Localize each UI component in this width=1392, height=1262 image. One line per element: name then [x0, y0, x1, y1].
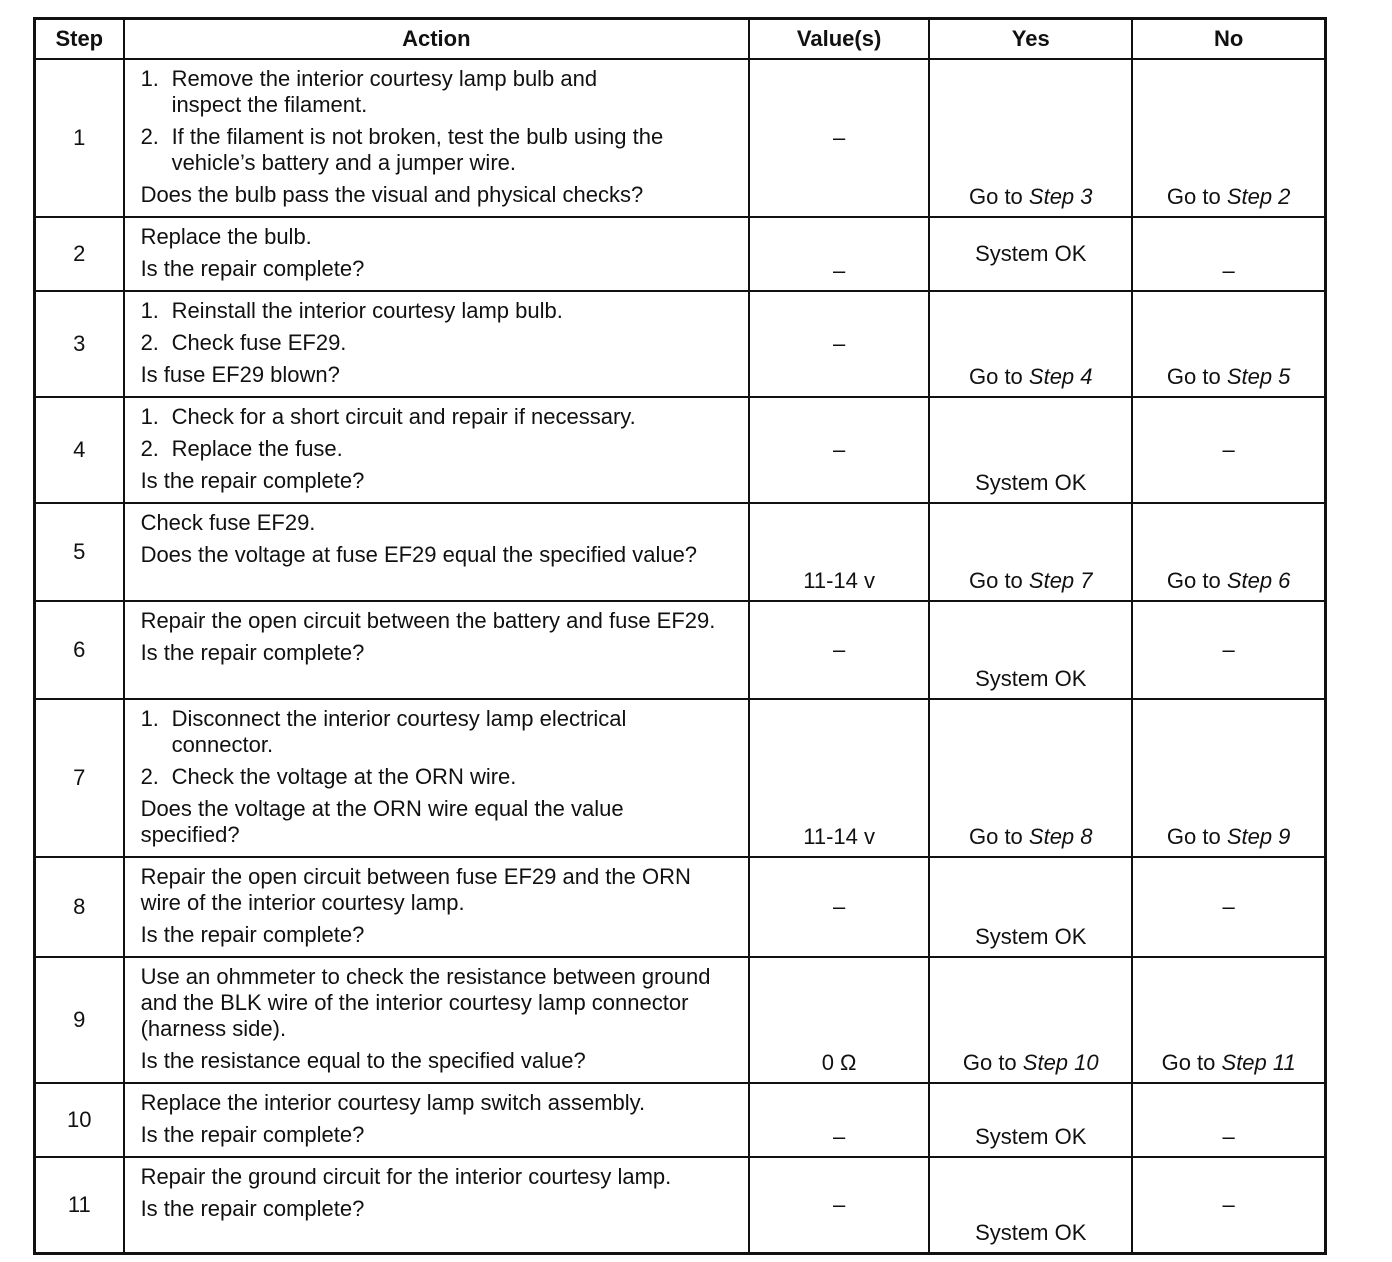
no-cell: – — [1132, 217, 1325, 291]
step-link: Step 10 — [1022, 1050, 1099, 1075]
diagnostic-table — [33, 17, 1327, 1255]
action-cell: Replace the bulb. Is the repair complete? — [124, 217, 749, 291]
step-link: Step 8 — [1028, 824, 1093, 849]
action-item: 2. Replace the fuse. — [140, 436, 343, 461]
action-question: Does the voltage at the ORN wire equal the value specified? — [140, 796, 624, 847]
no-cell: – — [1132, 601, 1325, 699]
action-item: 1. Check for a short circuit and repair if necessary. — [140, 404, 636, 429]
step-link: Step 2 — [1226, 184, 1291, 209]
action-item: 1. Disconnect the interior courtesy lamp electrical connector. — [140, 706, 627, 757]
action-question: Does the bulb pass the visual and physical checks? — [140, 182, 644, 207]
header-action: Action — [124, 19, 749, 60]
value-cell: – — [749, 857, 929, 957]
no-cell: – — [1132, 1157, 1325, 1253]
table-row — [35, 291, 1326, 397]
table-row — [35, 957, 1326, 1083]
action-cell: Check fuse EF29. Does the voltage at fuse EF29 equal the specified value? — [124, 503, 749, 601]
table-row — [35, 59, 1326, 217]
no-cell: Go to Step 11 — [1132, 957, 1325, 1083]
no-cell: Go to Step 6 — [1132, 503, 1325, 601]
action-question: Is the resistance equal to the specified value? — [140, 1048, 586, 1073]
action-item: 1. Reinstall the interior courtesy lamp bulb. — [140, 298, 563, 323]
action-item: 1. Remove the interior courtesy lamp bulb and inspect the filament. — [140, 66, 598, 117]
no-cell: Go to Step 5 — [1132, 291, 1325, 397]
step-link: Step 11 — [1221, 1050, 1296, 1075]
table-row — [35, 1157, 1326, 1253]
value-cell: – — [749, 59, 929, 217]
action-item: 2. If the filament is not broken, test the bulb using the vehicle’s battery and a jumper wire. — [140, 124, 664, 175]
table-row — [35, 601, 1326, 699]
step-link: Step 4 — [1028, 364, 1093, 389]
step-number: 8 — [35, 857, 124, 957]
step-link: Step 5 — [1226, 364, 1291, 389]
header-values: Value(s) — [749, 19, 929, 60]
yes-cell: Go to Step 3 — [929, 59, 1132, 217]
step-number: 9 — [35, 957, 124, 1083]
action-question: Does the voltage at fuse EF29 equal the specified value? — [140, 542, 698, 567]
action-question: Is the repair complete? — [140, 922, 365, 947]
yes-cell: System OK — [929, 217, 1132, 291]
action-cell — [124, 59, 749, 217]
step-number: 7 — [35, 699, 124, 857]
yes-cell: System OK — [929, 1083, 1132, 1157]
yes-cell: System OK — [929, 397, 1132, 503]
step-number: 2 — [35, 217, 124, 291]
yes-cell: System OK — [929, 1157, 1132, 1253]
header-step: Step — [35, 19, 124, 60]
action-cell: Use an ohmmeter to check the resistance between ground and the BLK wire of the interior courtesy lamp connector (harness side). Is the resistance equal to the specified value? — [124, 957, 749, 1083]
action-question: Is the repair complete? — [140, 1122, 365, 1147]
table-row — [35, 699, 1326, 857]
no-cell: Go to Step 9 — [1132, 699, 1325, 857]
table-row — [35, 1083, 1326, 1157]
value-cell: 11-14 v — [749, 503, 929, 601]
step-number: 1 — [35, 59, 124, 217]
action-item: 2. Check the voltage at the ORN wire. — [140, 764, 517, 789]
action-question: Is the repair complete? — [140, 1196, 365, 1221]
yes-cell: Go to Step 4 — [929, 291, 1132, 397]
yes-cell: Go to Step 10 — [929, 957, 1132, 1083]
table-row — [35, 503, 1326, 601]
action-cell: Repair the open circuit between fuse EF29 and the ORN wire of the interior courtesy lamp. Is the repair complete? — [124, 857, 749, 957]
no-cell: – — [1132, 397, 1325, 503]
no-cell: – — [1132, 857, 1325, 957]
step-link: Step 9 — [1226, 824, 1291, 849]
action-cell: Repair the ground circuit for the interior courtesy lamp. Is the repair complete? — [124, 1157, 749, 1253]
table-row — [35, 217, 1326, 291]
step-link: Step 3 — [1028, 184, 1093, 209]
value-cell: – — [749, 1157, 929, 1253]
action-item: 2. Check fuse EF29. — [140, 330, 347, 355]
header-row — [35, 19, 1326, 60]
step-number: 5 — [35, 503, 124, 601]
value-cell: – — [749, 601, 929, 699]
yes-cell: Go to Step 7 — [929, 503, 1132, 601]
no-cell: – — [1132, 1083, 1325, 1157]
value-cell: – — [749, 217, 929, 291]
action-cell — [124, 291, 749, 397]
action-question: Is the repair complete? — [140, 256, 365, 281]
table-row — [35, 857, 1326, 957]
step-number: 4 — [35, 397, 124, 503]
step-number: 11 — [35, 1157, 124, 1253]
step-link: Step 7 — [1028, 568, 1093, 593]
value-cell: 0 Ω — [749, 957, 929, 1083]
value-cell: – — [749, 1083, 929, 1157]
action-cell — [124, 699, 749, 857]
yes-cell: System OK — [929, 857, 1132, 957]
action-cell — [124, 397, 749, 503]
header-no: No — [1132, 19, 1325, 60]
value-cell: 11-14 v — [749, 699, 929, 857]
yes-cell: Go to Step 8 — [929, 699, 1132, 857]
action-question: Is fuse EF29 blown? — [140, 362, 340, 387]
no-cell: Go to Step 2 — [1132, 59, 1325, 217]
table-row — [35, 397, 1326, 503]
action-question: Is the repair complete? — [140, 468, 365, 493]
action-cell: Repair the open circuit between the battery and fuse EF29. Is the repair complete? — [124, 601, 749, 699]
step-number: 6 — [35, 601, 124, 699]
yes-cell: System OK — [929, 601, 1132, 699]
action-question: Is the repair complete? — [140, 640, 365, 665]
step-link: Step 6 — [1226, 568, 1291, 593]
value-cell: – — [749, 397, 929, 503]
action-cell: Replace the interior courtesy lamp switch assembly. Is the repair complete? — [124, 1083, 749, 1157]
step-number: 3 — [35, 291, 124, 397]
value-cell: – — [749, 291, 929, 397]
header-yes: Yes — [929, 19, 1132, 60]
step-number: 10 — [35, 1083, 124, 1157]
